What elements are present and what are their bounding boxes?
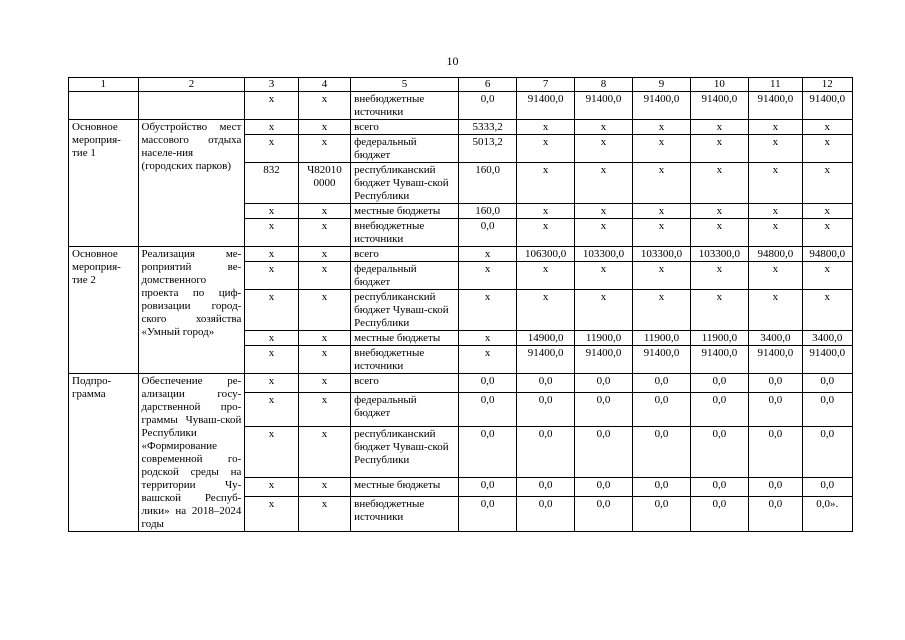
value-cell: 0,0 bbox=[802, 392, 852, 427]
value-cell: 106300,0 bbox=[517, 247, 574, 262]
cell-c4: х bbox=[298, 346, 350, 374]
cell-c4: х bbox=[298, 219, 350, 247]
cell-c4: х bbox=[298, 290, 350, 331]
value-cell: х bbox=[574, 219, 632, 247]
value-cell: х bbox=[802, 135, 852, 163]
value-cell: 0,0 bbox=[749, 374, 802, 393]
cell-c3: х bbox=[245, 204, 298, 219]
activity-name: Основное мероприя-тие 1 bbox=[69, 120, 139, 247]
funding-source: местные бюджеты bbox=[351, 204, 459, 219]
funding-source: местные бюджеты bbox=[351, 331, 459, 346]
cell-c3: х bbox=[245, 478, 298, 497]
activity-description: Обустройство мест массового отдыха населе-ния (городских парков) bbox=[138, 120, 245, 247]
value-cell: 0,0 bbox=[802, 427, 852, 478]
funding-source: всего bbox=[351, 120, 459, 135]
value-cell: 0,0 bbox=[690, 497, 748, 532]
cell-c3: х bbox=[245, 374, 298, 393]
value-cell: 0,0 bbox=[458, 478, 516, 497]
value-cell: х bbox=[574, 120, 632, 135]
value-cell: 0,0 bbox=[802, 478, 852, 497]
cell-c3: х bbox=[245, 346, 298, 374]
cell-c4: х bbox=[298, 427, 350, 478]
cell-c3: х bbox=[245, 92, 298, 120]
value-cell: 0,0 bbox=[749, 497, 802, 532]
value-cell: 0,0». bbox=[802, 497, 852, 532]
value-cell: 11900,0 bbox=[574, 331, 632, 346]
column-number: 3 bbox=[245, 78, 298, 92]
value-cell: х bbox=[574, 290, 632, 331]
value-cell: х bbox=[633, 262, 690, 290]
column-number: 4 bbox=[298, 78, 350, 92]
value-cell: х bbox=[517, 135, 574, 163]
value-cell: х bbox=[458, 290, 516, 331]
column-number: 12 bbox=[802, 78, 852, 92]
value-cell: х bbox=[517, 219, 574, 247]
value-cell: х bbox=[633, 135, 690, 163]
value-cell: 0,0 bbox=[574, 497, 632, 532]
value-cell: 0,0 bbox=[633, 427, 690, 478]
value-cell: 5013,2 bbox=[458, 135, 516, 163]
value-cell: 0,0 bbox=[690, 427, 748, 478]
value-cell: 0,0 bbox=[690, 392, 748, 427]
value-cell: 0,0 bbox=[633, 374, 690, 393]
value-cell: 91400,0 bbox=[574, 346, 632, 374]
value-cell: 0,0 bbox=[633, 478, 690, 497]
column-number-row bbox=[69, 78, 853, 92]
value-cell: 0,0 bbox=[749, 392, 802, 427]
cell-c4: х bbox=[298, 374, 350, 393]
page-number: 10 bbox=[446, 54, 459, 68]
funding-source: внебюджетные источники bbox=[351, 497, 459, 532]
value-cell: х bbox=[517, 120, 574, 135]
column-number: 9 bbox=[633, 78, 690, 92]
cell-c4: х bbox=[298, 331, 350, 346]
value-cell: х bbox=[633, 163, 690, 204]
cell-c3: х bbox=[245, 290, 298, 331]
funding-source: федеральный бюджет bbox=[351, 262, 459, 290]
cell-c3: х bbox=[245, 392, 298, 427]
value-cell: 94800,0 bbox=[749, 247, 802, 262]
column-number: 1 bbox=[69, 78, 139, 92]
value-cell: х bbox=[633, 120, 690, 135]
value-cell: х bbox=[749, 219, 802, 247]
cell-c4: х bbox=[298, 120, 350, 135]
value-cell: х bbox=[690, 120, 748, 135]
value-cell: 91400,0 bbox=[749, 92, 802, 120]
value-cell: х bbox=[633, 290, 690, 331]
funding-source: внебюджетные источники bbox=[351, 346, 459, 374]
activity-description: Реализация ме-роприятий ве-домственного проекта по циф-ровизации город-ского хозяйства «Умный город» bbox=[138, 247, 245, 374]
cell-c3: х bbox=[245, 427, 298, 478]
value-cell: 0,0 bbox=[458, 497, 516, 532]
value-cell: 0,0 bbox=[633, 497, 690, 532]
value-cell: 0,0 bbox=[690, 374, 748, 393]
funding-source: внебюджетные источники bbox=[351, 219, 459, 247]
value-cell: х bbox=[749, 163, 802, 204]
value-cell: х bbox=[517, 262, 574, 290]
cell-c4: х bbox=[298, 135, 350, 163]
cell-c3: х bbox=[245, 497, 298, 532]
empty-cell bbox=[69, 92, 139, 120]
value-cell: 0,0 bbox=[749, 427, 802, 478]
continuation-row bbox=[69, 92, 853, 120]
funding-source: республиканский бюджет Чуваш-ской Республики bbox=[351, 163, 459, 204]
activity-description: Обеспечение ре-ализации госу-дарственной про-граммы Чуваш-ской Республики «Формирование современной го-родской среды на территории Чу-вашской Респуб-лики» на 2018–2024 годы bbox=[138, 374, 245, 532]
value-cell: х bbox=[802, 120, 852, 135]
value-cell: 103300,0 bbox=[633, 247, 690, 262]
value-cell: 91400,0 bbox=[633, 346, 690, 374]
value-cell: 91400,0 bbox=[690, 346, 748, 374]
value-cell: 14900,0 bbox=[517, 331, 574, 346]
value-cell: 91400,0 bbox=[802, 346, 852, 374]
value-cell: 0,0 bbox=[458, 219, 516, 247]
value-cell: х bbox=[574, 262, 632, 290]
value-cell: 103300,0 bbox=[574, 247, 632, 262]
value-cell: 0,0 bbox=[458, 92, 516, 120]
value-cell: 0,0 bbox=[517, 374, 574, 393]
value-cell: х bbox=[802, 163, 852, 204]
value-cell: 91400,0 bbox=[574, 92, 632, 120]
activity-name: Подпро-грамма bbox=[69, 374, 139, 532]
value-cell: 0,0 bbox=[458, 374, 516, 393]
value-cell: х bbox=[517, 290, 574, 331]
cell-c4: х bbox=[298, 204, 350, 219]
budget-table bbox=[68, 77, 853, 532]
cell-c4: х bbox=[298, 392, 350, 427]
budget-row bbox=[69, 247, 853, 262]
groups-body bbox=[69, 120, 853, 532]
value-cell: 0,0 bbox=[517, 478, 574, 497]
cell-c3: х bbox=[245, 219, 298, 247]
value-cell: х bbox=[690, 163, 748, 204]
value-cell: х bbox=[749, 204, 802, 219]
value-cell: х bbox=[690, 290, 748, 331]
cell-c4: х bbox=[298, 262, 350, 290]
funding-source: местные бюджеты bbox=[351, 478, 459, 497]
value-cell: 0,0 bbox=[458, 427, 516, 478]
value-cell: 91400,0 bbox=[802, 92, 852, 120]
column-number: 6 bbox=[458, 78, 516, 92]
value-cell: х bbox=[749, 290, 802, 331]
value-cell: х bbox=[802, 262, 852, 290]
value-cell: 160,0 bbox=[458, 204, 516, 219]
column-number: 8 bbox=[574, 78, 632, 92]
cell-c3: х bbox=[245, 247, 298, 262]
value-cell: х bbox=[802, 290, 852, 331]
value-cell: х bbox=[517, 163, 574, 204]
value-cell: 94800,0 bbox=[802, 247, 852, 262]
value-cell: х bbox=[458, 331, 516, 346]
value-cell: х bbox=[802, 219, 852, 247]
value-cell: 0,0 bbox=[749, 478, 802, 497]
value-cell: 0,0 bbox=[574, 427, 632, 478]
value-cell: 91400,0 bbox=[690, 92, 748, 120]
funding-source: всего bbox=[351, 374, 459, 393]
value-cell: х bbox=[690, 135, 748, 163]
column-number: 11 bbox=[749, 78, 802, 92]
cell-c3: 832 bbox=[245, 163, 298, 204]
empty-cell bbox=[138, 92, 245, 120]
value-cell: х bbox=[574, 204, 632, 219]
value-cell: 3400,0 bbox=[749, 331, 802, 346]
value-cell: 160,0 bbox=[458, 163, 516, 204]
value-cell: х bbox=[749, 120, 802, 135]
funding-source: федеральный бюджет bbox=[351, 135, 459, 163]
value-cell: 0,0 bbox=[690, 478, 748, 497]
cell-c3: х bbox=[245, 262, 298, 290]
value-cell: х bbox=[633, 204, 690, 219]
value-cell: х bbox=[458, 247, 516, 262]
value-cell: 0,0 bbox=[517, 427, 574, 478]
cell-c3: х bbox=[245, 135, 298, 163]
column-number: 10 bbox=[690, 78, 748, 92]
value-cell: 91400,0 bbox=[633, 92, 690, 120]
value-cell: 3400,0 bbox=[802, 331, 852, 346]
value-cell: 0,0 bbox=[574, 374, 632, 393]
cell-c3: х bbox=[245, 120, 298, 135]
budget-row bbox=[69, 374, 853, 393]
funding-source: внебюджетные источники bbox=[351, 92, 459, 120]
value-cell: х bbox=[749, 262, 802, 290]
value-cell: х bbox=[690, 262, 748, 290]
value-cell: х bbox=[749, 135, 802, 163]
value-cell: 91400,0 bbox=[749, 346, 802, 374]
column-number: 2 bbox=[138, 78, 245, 92]
column-number: 5 bbox=[351, 78, 459, 92]
cell-c4: Ч82010 0000 bbox=[298, 163, 350, 204]
value-cell: х bbox=[633, 219, 690, 247]
cell-c4: х bbox=[298, 247, 350, 262]
cell-c4: х bbox=[298, 478, 350, 497]
value-cell: 0,0 bbox=[458, 392, 516, 427]
value-cell: х bbox=[574, 163, 632, 204]
value-cell: 103300,0 bbox=[690, 247, 748, 262]
value-cell: 91400,0 bbox=[517, 92, 574, 120]
value-cell: 91400,0 bbox=[517, 346, 574, 374]
value-cell: 5333,2 bbox=[458, 120, 516, 135]
funding-source: всего bbox=[351, 247, 459, 262]
value-cell: х bbox=[690, 204, 748, 219]
cell-c4: х bbox=[298, 497, 350, 532]
value-cell: 0,0 bbox=[517, 497, 574, 532]
column-number: 7 bbox=[517, 78, 574, 92]
value-cell: х bbox=[574, 135, 632, 163]
funding-source: республиканский бюджет Чуваш-ской Республики bbox=[351, 427, 459, 478]
value-cell: 11900,0 bbox=[690, 331, 748, 346]
funding-source: федеральный бюджет bbox=[351, 392, 459, 427]
budget-row bbox=[69, 120, 853, 135]
value-cell: 11900,0 bbox=[633, 331, 690, 346]
value-cell: 0,0 bbox=[517, 392, 574, 427]
value-cell: 0,0 bbox=[574, 478, 632, 497]
cell-c4: х bbox=[298, 92, 350, 120]
funding-source: республиканский бюджет Чуваш-ской Республики bbox=[351, 290, 459, 331]
value-cell: х bbox=[458, 346, 516, 374]
cell-c3: х bbox=[245, 331, 298, 346]
value-cell: х bbox=[458, 262, 516, 290]
activity-name: Основное мероприя-тие 2 bbox=[69, 247, 139, 374]
value-cell: х bbox=[690, 219, 748, 247]
value-cell: 0,0 bbox=[633, 392, 690, 427]
value-cell: 0,0 bbox=[802, 374, 852, 393]
value-cell: х bbox=[802, 204, 852, 219]
value-cell: х bbox=[517, 204, 574, 219]
value-cell: 0,0 bbox=[574, 392, 632, 427]
